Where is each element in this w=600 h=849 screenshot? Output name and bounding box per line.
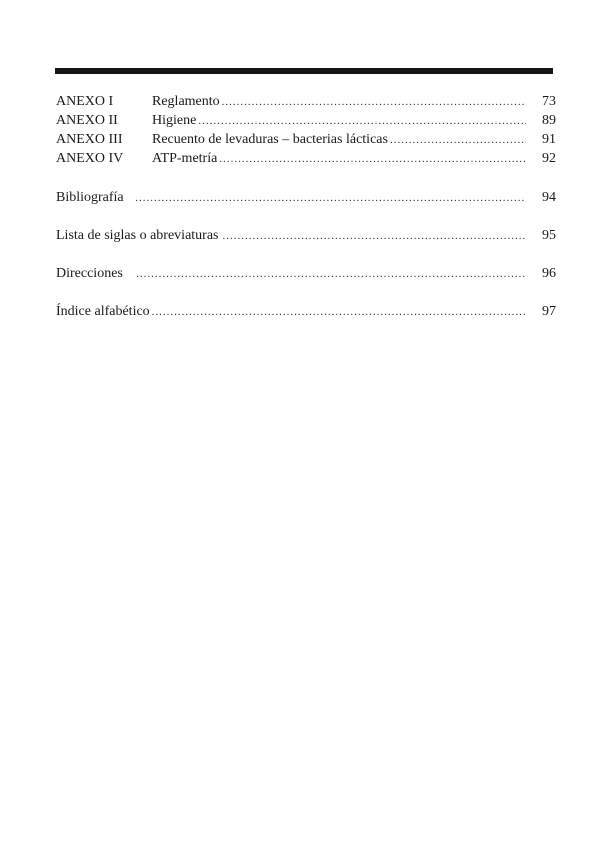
annex-code: ANEXO IV bbox=[56, 151, 124, 166]
dot-leader bbox=[219, 153, 526, 165]
toc-entry-annex-3[interactable] bbox=[56, 132, 556, 150]
toc-entry-annex-2[interactable] bbox=[56, 113, 556, 131]
annex-code: ANEXO I bbox=[56, 94, 114, 109]
toc-entry-abbreviations[interactable] bbox=[56, 228, 556, 246]
page-number: 89 bbox=[542, 113, 556, 128]
dot-leader bbox=[198, 115, 526, 127]
dot-leader bbox=[135, 192, 526, 204]
annex-code: ANEXO III bbox=[56, 132, 123, 147]
page-number: 73 bbox=[542, 94, 556, 109]
page-number: 96 bbox=[542, 266, 556, 281]
entry-title: Índice alfabético bbox=[56, 304, 150, 319]
entry-title: Bibliografía bbox=[56, 190, 124, 205]
toc-entry-addresses[interactable] bbox=[56, 266, 556, 284]
entry-title: Lista de siglas o abreviaturas bbox=[56, 228, 219, 243]
entry-title: Higiene bbox=[152, 113, 197, 128]
page-number: 91 bbox=[542, 132, 556, 147]
entry-title: Recuento de levaduras – bacterias lácticas bbox=[152, 132, 388, 147]
page-number: 92 bbox=[542, 151, 556, 166]
page-number: 97 bbox=[542, 304, 556, 319]
dot-leader bbox=[136, 268, 526, 280]
top-rule bbox=[55, 68, 553, 74]
toc-entry-annex-1[interactable] bbox=[56, 94, 556, 112]
entry-title: ATP-metría bbox=[152, 151, 218, 166]
toc-entry-annex-4[interactable] bbox=[56, 151, 556, 169]
page-number: 95 bbox=[542, 228, 556, 243]
page-number: 94 bbox=[542, 190, 556, 205]
dot-leader bbox=[223, 230, 526, 242]
dot-leader bbox=[222, 96, 526, 108]
dot-leader bbox=[152, 306, 526, 318]
entry-title: Direcciones bbox=[56, 266, 123, 281]
toc-entry-index[interactable] bbox=[56, 304, 556, 322]
dot-leader bbox=[390, 134, 526, 146]
annex-code: ANEXO II bbox=[56, 113, 118, 128]
entry-title: Reglamento bbox=[152, 94, 220, 109]
toc-entry-bibliography[interactable] bbox=[56, 190, 556, 208]
